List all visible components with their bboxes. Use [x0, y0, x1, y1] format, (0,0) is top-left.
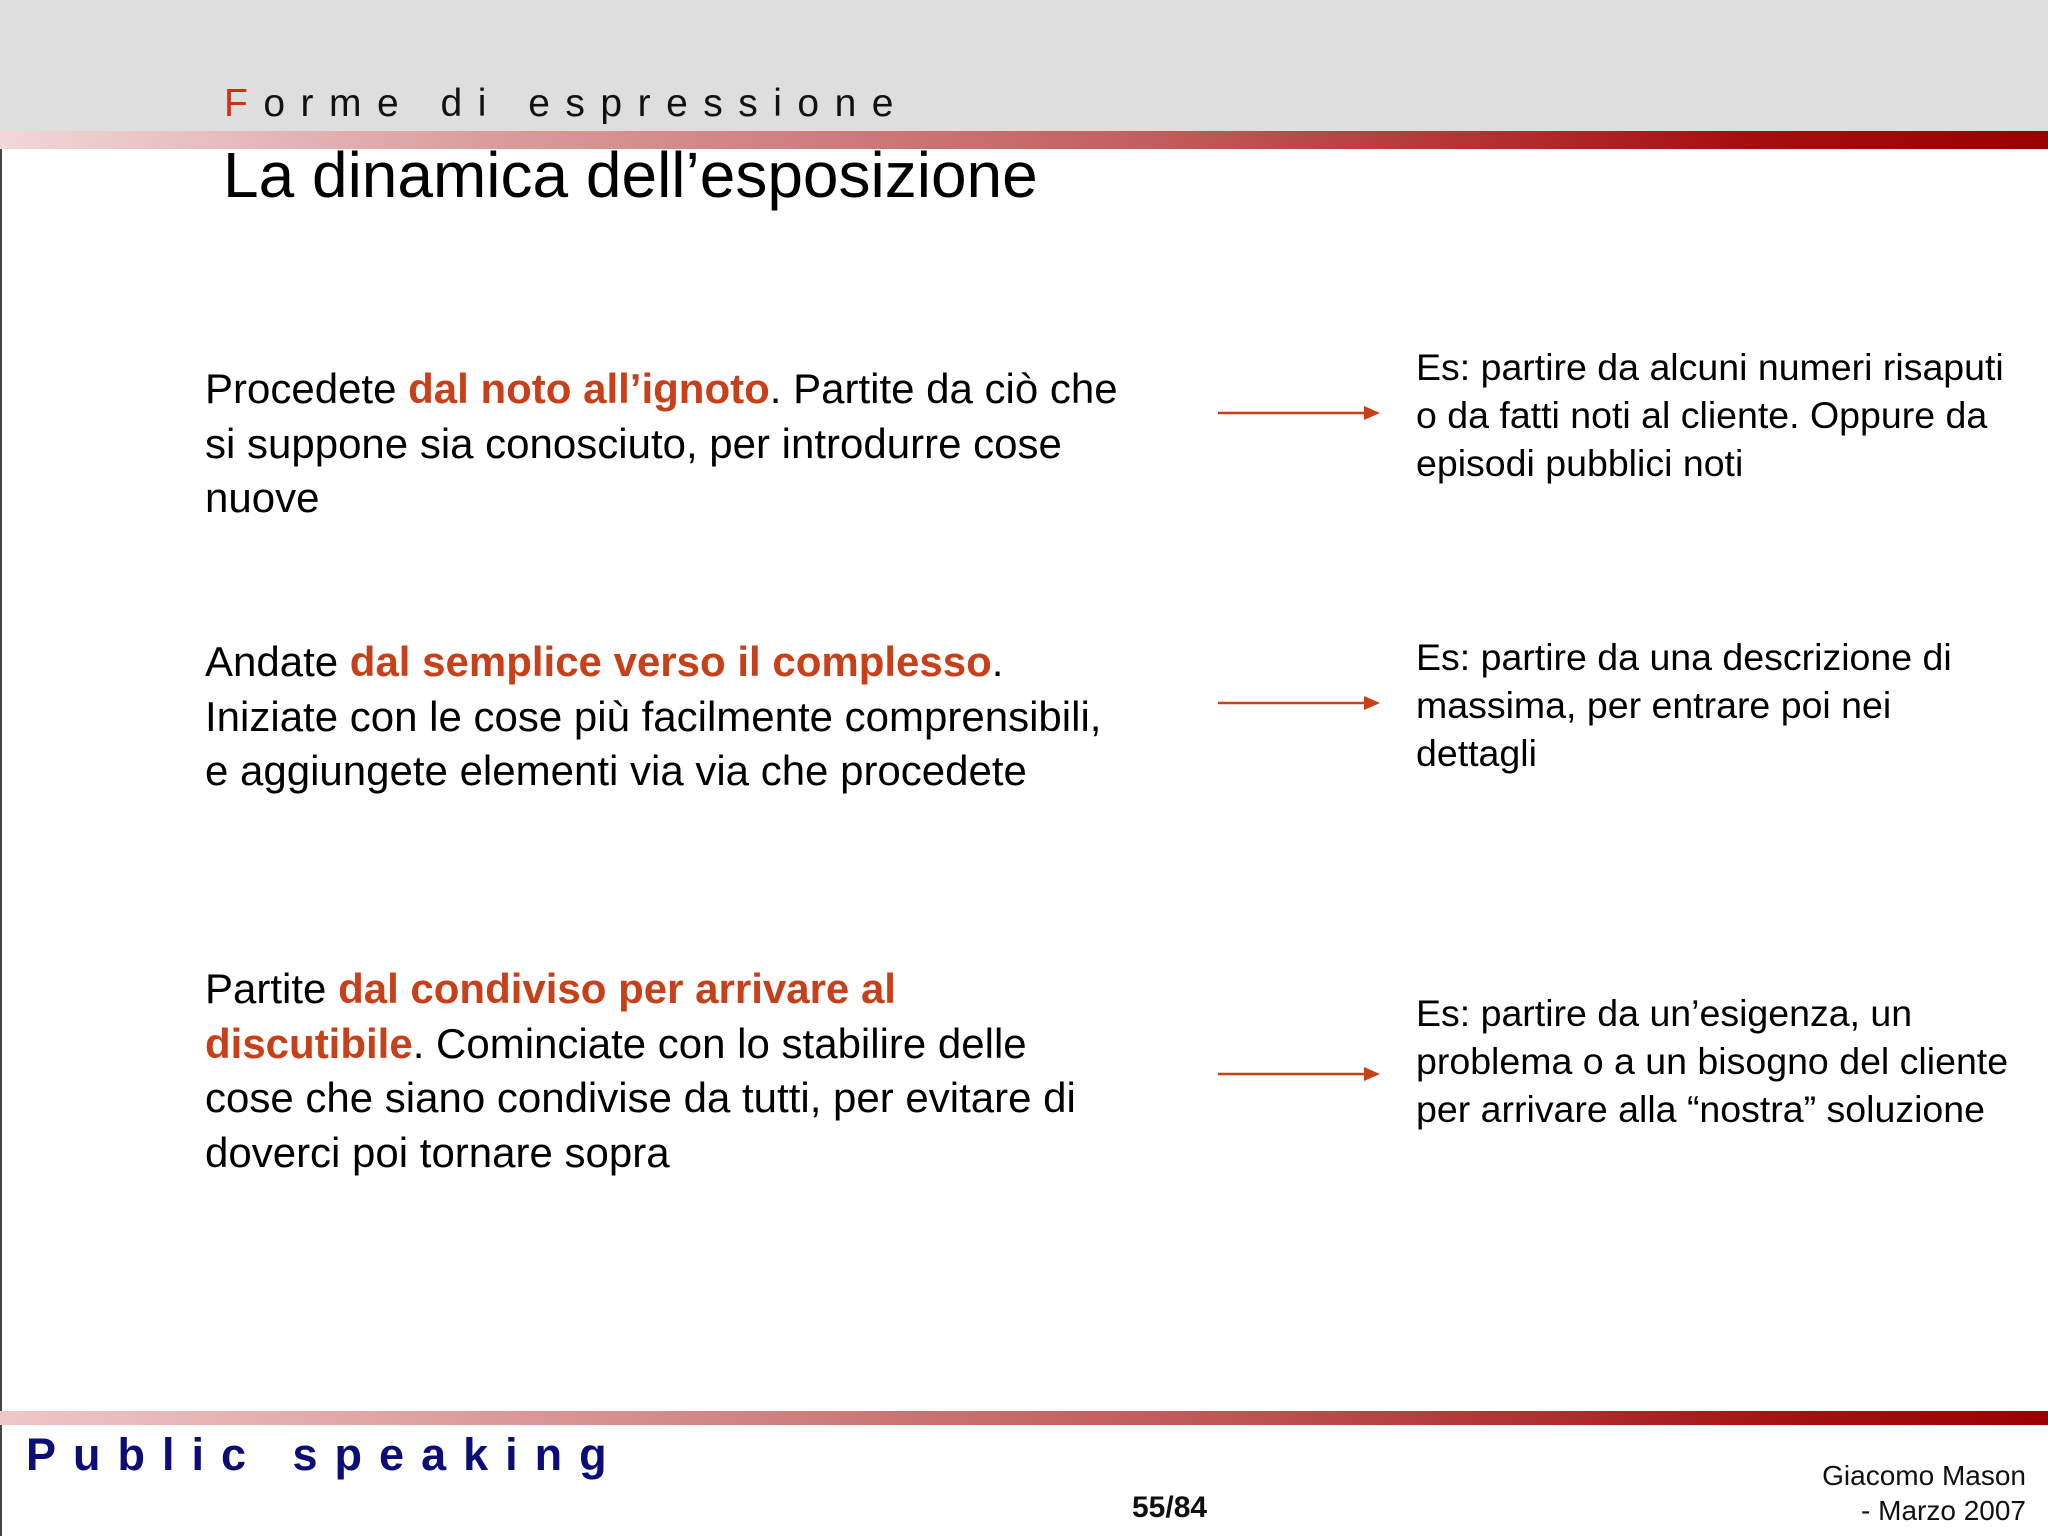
point-2-highlight: dal semplice verso il complesso: [349, 638, 992, 685]
footer-gradient-line: [0, 1411, 2048, 1425]
point-1-arrow-icon: [1218, 403, 1380, 423]
point-2-body: . Iniziate con le cose più facilmente comprensibili, e aggiungete elementi via via che procedete: [205, 638, 1102, 794]
point-3-lead: Partite: [205, 965, 339, 1012]
footer-title: Public speaking: [26, 1429, 624, 1480]
point-3-arrow-icon: [1218, 1064, 1380, 1084]
point-2-arrow-icon: [1218, 693, 1380, 713]
point-1-highlight: dal noto all’ignoto: [408, 365, 770, 412]
point-3-body: . Cominciate con lo stabilire delle cose che siano condivise da tutti, per evitare di doverci poi tornare sopra: [205, 1019, 1076, 1176]
subtitle-text: orme di espressione: [263, 82, 909, 125]
point-1-body: . Partite da ciò che si suppone sia conosciuto, per introdurre cose nuove: [205, 365, 1118, 521]
point-2-lead: Andate: [205, 638, 350, 685]
point-1: [205, 362, 1125, 526]
point-3-highlight: dal condiviso per arrivare al discutibile: [205, 965, 896, 1067]
subtitle-initial: F: [224, 82, 264, 125]
point-3-example: Es: partire da un’esigenza, un problema o a un bisogno del cliente per arrivare alla “nostra” soluzione: [1416, 992, 2009, 1130]
left-border: [0, 0, 2, 1536]
point-3: [205, 962, 1125, 1180]
slide-title: La dinamica dell’esposizione: [223, 139, 1038, 211]
point-1-lead: Procedete: [205, 365, 409, 412]
point-2-example: Es: partire da una descrizione di massima, per entrare poi nei dettagli: [1416, 636, 1952, 774]
author-date: - Marzo 2007: [1861, 1495, 2026, 1526]
author-name: Giacomo Mason: [1822, 1460, 2026, 1491]
section-subtitle: [224, 84, 909, 123]
author-block: [1822, 1458, 2026, 1528]
page-number: 55/84: [1132, 1491, 1208, 1524]
point-1-example: Es: partire da alcuni numeri risaputi o da fatti noti al cliente. Oppure da episodi pubblici noti: [1416, 346, 2004, 484]
point-2: [205, 635, 1125, 799]
